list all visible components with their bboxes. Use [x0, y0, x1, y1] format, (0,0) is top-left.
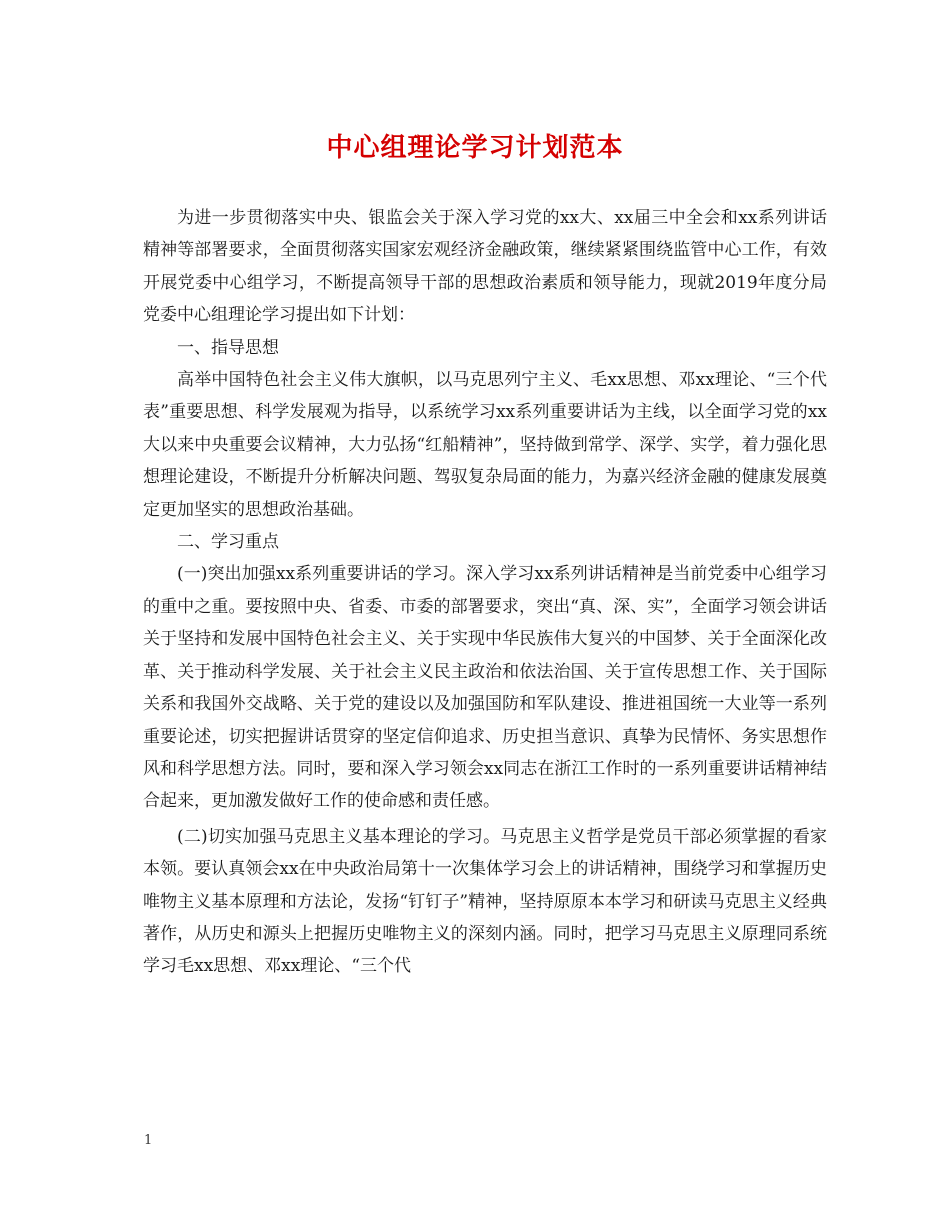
study-focus-item-2: (二)切实加强马克思主义基本理论的学习。马克思主义哲学是党员干部必须掌握的看家本领。要认真领会xx在中央政治局第十一次集体学习会上的讲话精神，围绕学习和掌握历史唯物主义基本原理和方法论，发扬“钉钉子”精神，坚持原原本本学习和研读马克思主义经典著作，从历史和源头上把握历史唯物主义的深刻内涵。同时，把学习马克思主义原理同系统学习毛xx思想、邓xx理论、“三个代: [143, 826, 827, 977]
page-number: 1: [144, 1133, 153, 1148]
document-title: 中心组理论学习计划范本: [326, 133, 624, 163]
section-heading-guiding-thought: 一、指导思想: [177, 337, 279, 358]
section-heading-study-focus: 二、学习重点: [177, 532, 279, 553]
guiding-thought-paragraph: 高举中国特色社会主义伟大旗帜，以马克思列宁主义、毛xx思想、邓xx理论、“三个代表”重要思想、科学发展观为指导，以系统学习xx系列重要讲话为主线，以全面学习党的xx大以来中央重要会议精神，大力弘扬“红船精神”，坚持做到常学、深学、实学，着力强化思想理论建设，不断提升分析解决问题、驾驭复杂局面的能力，为嘉兴经济金融的健康发展奠定更加坚实的思想政治基础。: [143, 370, 827, 520]
document-body: [143, 202, 827, 983]
study-focus-item-1: (一)突出加强xx系列重要讲话的学习。深入学习xx系列讲话精神是当前党委中心组学习的重中之重。要按照中央、省委、市委的部署要求，突出“真、深、实”，全面学习领会讲话关于坚持和发展中国特色社会主义、关于实现中华民族伟大复兴的中国梦、关于全面深化改革、关于推动科学发展、关于社会主义民主政治和依法治国、关于宣传思想工作、关于国际关系和我国外交战略、关于党的建设以及加强国防和军队建设、推进祖国统一大业等一系列重要论述，切实把握讲话贯穿的坚定信仰追求、历史担当意识、真挚为民情怀、务实思想作风和科学思想方法。同时，要和深入学习领会xx同志在浙江工作时的一系列重要讲话精神结合起来，更加激发做好工作的使命感和责任感。: [143, 564, 827, 812]
intro-paragraph: 为进一步贯彻落实中央、银监会关于深入学习党的xx大、xx届三中全会和xx系列讲话精神等部署要求，全面贯彻落实国家宏观经济金融政策，继续紧紧围绕监管中心工作，有效开展党委中心组学习，不断提高领导干部的思想政治素质和领导能力，现就2019年度分局党委中心组理论学习提出如下计划：: [143, 208, 827, 326]
